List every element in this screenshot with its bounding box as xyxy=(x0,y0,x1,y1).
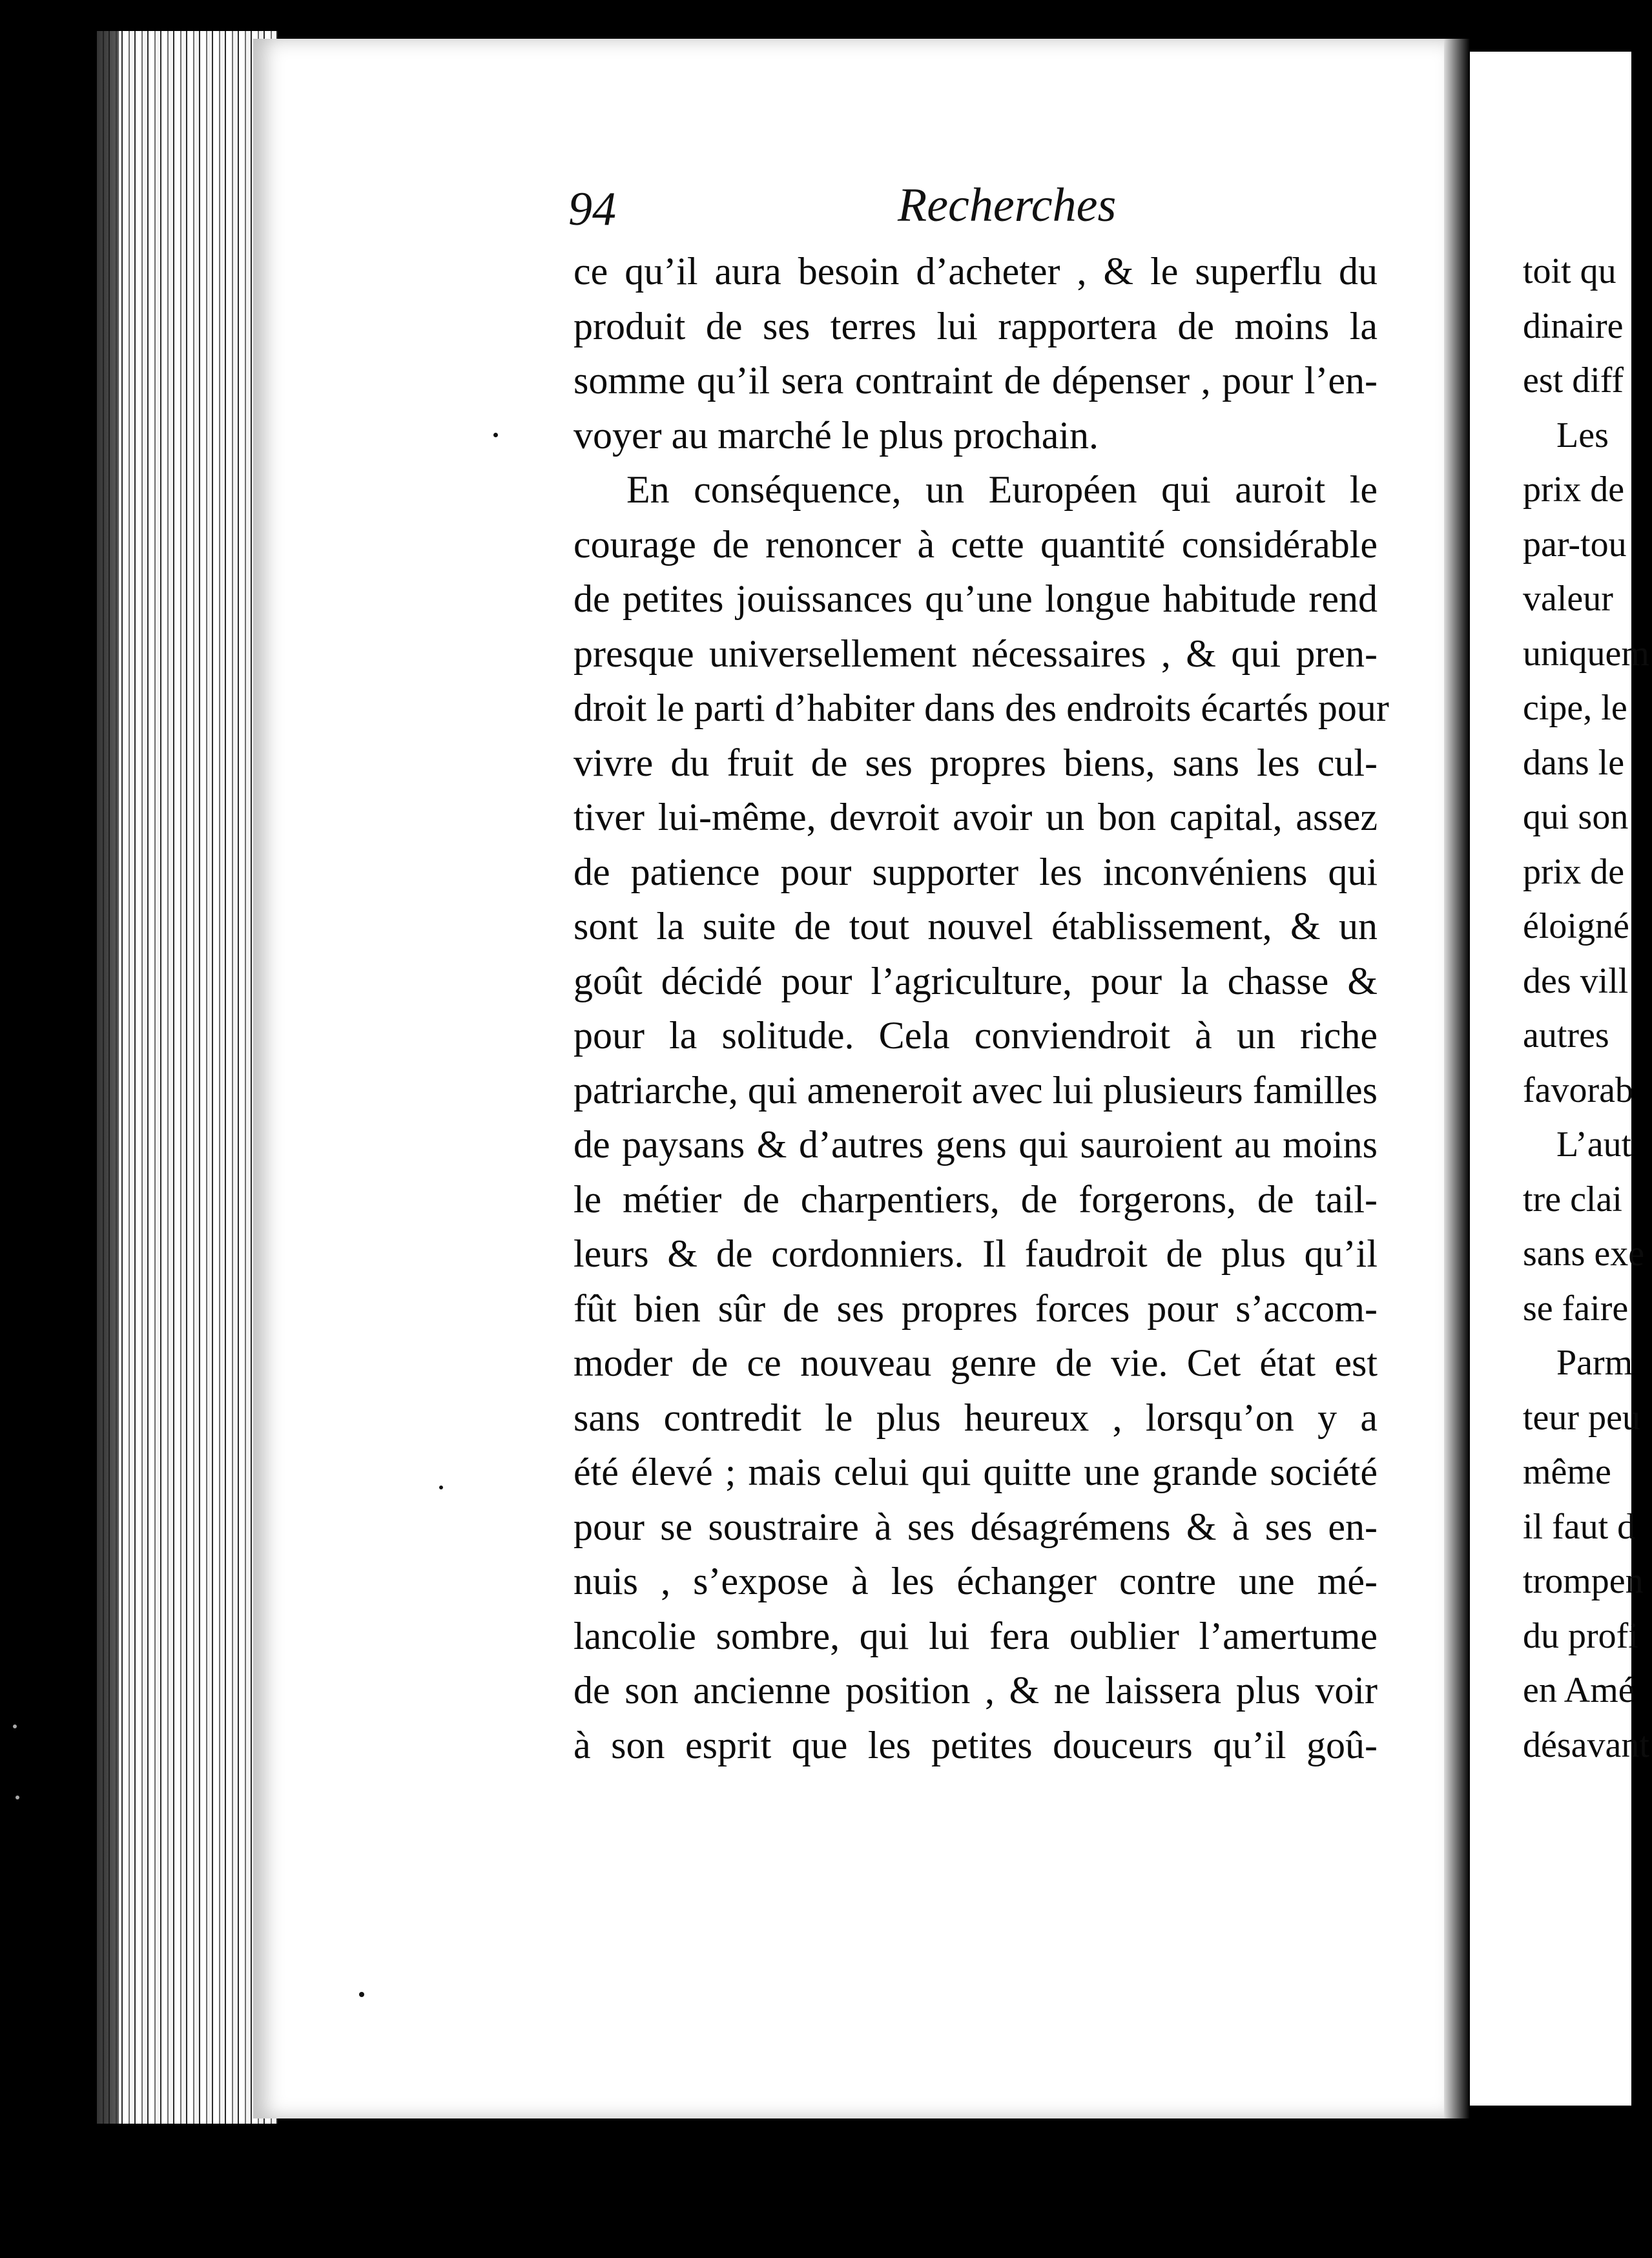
facing-line: il faut d xyxy=(1523,1506,1636,1547)
text-line: ce qu’il aura besoin d’acheter , & le superflu du xyxy=(573,250,1378,293)
facing-line: L’aut xyxy=(1556,1124,1632,1165)
text-line: le métier de charpentiers, de forgerons, de tail- xyxy=(573,1177,1378,1221)
facing-line: prix de xyxy=(1523,851,1625,892)
scan-speck xyxy=(359,1992,364,1997)
text-line: pour se soustraire à ses désagrémens & à ses en- xyxy=(573,1505,1378,1548)
scan-speck xyxy=(15,1796,19,1799)
facing-line: éloigné xyxy=(1523,906,1629,946)
text-line: de patience pour supporter les inconvéniens qui xyxy=(573,850,1378,893)
scan-speck xyxy=(13,1725,17,1728)
text-line: de paysans & d’autres gens qui sauroient au moins xyxy=(573,1123,1378,1166)
facing-line: se faire xyxy=(1523,1288,1629,1329)
text-line: tiver lui-même, devroit avoir un bon capital, assez xyxy=(573,796,1378,838)
text-line: lancolie sombre, qui lui fera oublier l’amertume xyxy=(573,1614,1378,1657)
text-line: leurs & de cordonniers. Il faudroit de plus qu’il xyxy=(573,1232,1378,1275)
text-line: vivre du fruit de ses propres biens, sans les cul- xyxy=(573,741,1378,784)
facing-line: trompen xyxy=(1523,1561,1644,1601)
facing-line: dinaire xyxy=(1523,306,1624,346)
facing-line: teur peu xyxy=(1523,1397,1640,1438)
page-edges xyxy=(97,31,278,2124)
facing-line: qui son xyxy=(1523,797,1629,837)
text-line: fût bien sûr de ses propres forces pour s’accom- xyxy=(573,1287,1378,1330)
running-title: Recherches xyxy=(898,179,1117,232)
scan-speck xyxy=(439,1486,443,1489)
facing-line: désavant xyxy=(1523,1725,1649,1765)
text-line: voyer au marché le plus prochain. xyxy=(573,413,1099,457)
text-line: de petites jouissances qu’une longue habitude rend xyxy=(573,577,1378,620)
text-line: à son esprit que les petites douceurs qu’il goû- xyxy=(573,1723,1378,1766)
facing-line: des vill xyxy=(1523,960,1629,1001)
text-line: sans contredit le plus heureux , lorsqu’on y a xyxy=(573,1396,1378,1439)
text-line: produit de ses terres lui rapportera de moins la xyxy=(573,304,1378,347)
text-line: sont la suite de tout nouvel établissement, & un xyxy=(573,905,1378,948)
facing-line: valeur xyxy=(1523,579,1613,619)
text-line: En conséquence, un Européen qui auroit le xyxy=(626,468,1378,511)
text-line: courage de renoncer à cette quantité considérable xyxy=(573,523,1378,566)
facing-page-text xyxy=(1523,244,1652,1772)
text-line: droit le parti d’habiter dans des endroits écartés pour xyxy=(573,687,1389,729)
text-line: été élevé ; mais celui qui quitte une grande société xyxy=(573,1451,1378,1493)
text-line: de son ancienne position , & ne laissera plus voir xyxy=(573,1669,1378,1712)
text-line: moder de ce nouveau genre de vie. Cet état est xyxy=(573,1341,1378,1384)
facing-line: même xyxy=(1523,1452,1611,1492)
facing-line: du profi xyxy=(1523,1615,1638,1656)
facing-line: Parm xyxy=(1556,1343,1633,1383)
book-gutter xyxy=(1444,39,1470,2118)
text-line: nuis , s’expose à les échanger contre une mé- xyxy=(573,1560,1378,1602)
text-line: somme qu’il sera contraint de dépenser , pour l’en- xyxy=(573,359,1378,402)
facing-line: cipe, le xyxy=(1523,688,1627,728)
text-line: patriarche, qui ameneroit avec lui plusieurs familles xyxy=(573,1068,1378,1112)
facing-line: prix de xyxy=(1523,470,1625,510)
facing-line: autres xyxy=(1523,1015,1609,1055)
text-line: goût décidé pour l’agriculture, pour la chasse & xyxy=(573,959,1378,1002)
facing-line: uniquem xyxy=(1523,633,1649,674)
page-number: 94 xyxy=(568,183,616,236)
facing-line: sans exe xyxy=(1523,1234,1645,1274)
facing-line: Les xyxy=(1556,415,1609,455)
text-line: presque universellement nécessaires , & qui pren- xyxy=(573,632,1378,675)
facing-line: favorab xyxy=(1523,1070,1634,1110)
text-line: pour la solitude. Cela conviendroit à un riche xyxy=(573,1014,1378,1057)
main-text-block xyxy=(573,244,1389,1772)
page-edges-shadow xyxy=(97,31,119,2124)
facing-line: toit qu xyxy=(1523,251,1616,291)
scan-speck xyxy=(493,433,498,437)
facing-line: est diff xyxy=(1523,360,1624,400)
facing-line: par-tou xyxy=(1523,524,1627,564)
facing-line: dans le xyxy=(1523,742,1625,783)
facing-line: en Amé xyxy=(1523,1670,1635,1710)
facing-line: tre clai xyxy=(1523,1179,1622,1219)
